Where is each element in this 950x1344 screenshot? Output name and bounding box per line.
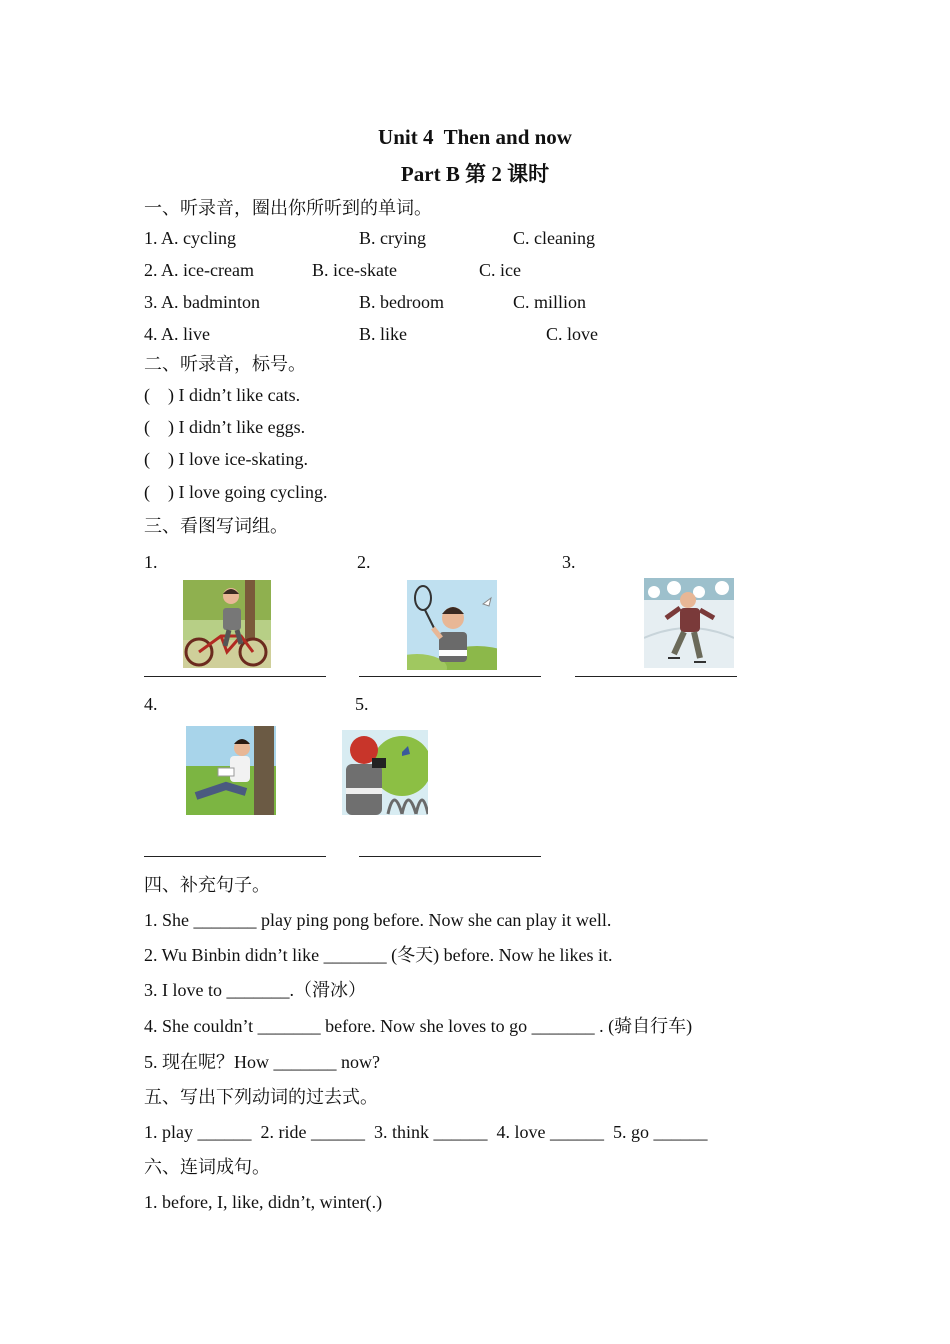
s3-number-1: 1. — [144, 552, 158, 572]
s1-q2-option-c: C. ice — [479, 260, 521, 280]
s4-item-1: 1. She _______ play ping pong before. Now she can play it well. — [144, 910, 612, 930]
ice-skating-picture — [644, 578, 734, 668]
badminton-picture — [407, 580, 497, 670]
s3-number-3: 3. — [562, 552, 576, 572]
s3-number-2: 2. — [357, 552, 371, 572]
reading-picture — [186, 726, 276, 815]
s4-item-4: 4. She couldn’t _______ before. Now she loves to go _______ . (骑自行车) — [144, 1016, 693, 1036]
s1-q3-option-b: B. bedroom — [359, 292, 444, 312]
s1-q1-option-c: C. cleaning — [513, 228, 595, 248]
s3-answer-blank-5[interactable] — [359, 856, 541, 857]
section4-heading: 四、补充句子。 — [144, 875, 270, 895]
section3-heading: 三、看图写词组。 — [144, 516, 288, 536]
section2-heading: 二、听录音，标号。 — [144, 354, 306, 374]
s1-q1-option-b: B. crying — [359, 228, 426, 248]
page-subtitle: Part B 第 2 课时 — [400, 162, 550, 186]
cycling-picture — [183, 580, 271, 668]
photo-picture — [342, 730, 428, 815]
page-title: Unit 4 Then and now — [378, 125, 572, 149]
s1-q2-option-b: B. ice-skate — [312, 260, 397, 280]
s3-answer-blank-3[interactable] — [575, 676, 737, 677]
s3-number-5: 5. — [355, 694, 369, 714]
s3-answer-blank-4[interactable] — [144, 856, 326, 857]
s5-past-tense-line: 1. play ______ 2. ride ______ 3. think ______ 4. love ______ 5. go ______ — [144, 1122, 708, 1142]
s1-q3-option-a: 3. A. badminton — [144, 292, 260, 312]
s4-item-3: 3. I love to _______.（滑冰） — [144, 980, 366, 1000]
s1-q4-option-a: 4. A. live — [144, 324, 210, 344]
s1-q4-option-c: C. love — [546, 324, 598, 344]
section1-heading: 一、听录音，圈出你所听到的单词。 — [144, 198, 432, 218]
section6-heading: 六、连词成句。 — [144, 1157, 270, 1177]
section5-heading: 五、写出下列动词的过去式。 — [144, 1087, 378, 1107]
s4-item-5: 5. 现在呢？How _______ now? — [144, 1052, 380, 1072]
s2-item-4: ( ) I love going cycling. — [144, 482, 328, 502]
s1-q1-option-a: 1. A. cycling — [144, 228, 236, 248]
s3-answer-blank-1[interactable] — [144, 676, 326, 677]
s1-q2-option-a: 2. A. ice-cream — [144, 260, 254, 280]
s2-item-2: ( ) I didn’t like eggs. — [144, 417, 306, 437]
s2-item-3: ( ) I love ice-skating. — [144, 449, 308, 469]
s4-item-2: 2. Wu Binbin didn’t like _______ (冬天) before. Now he likes it. — [144, 945, 613, 965]
s2-item-1: ( ) I didn’t like cats. — [144, 385, 301, 405]
s1-q3-option-c: C. million — [513, 292, 587, 312]
s3-answer-blank-2[interactable] — [359, 676, 541, 677]
s6-item-1: 1. before, I, like, didn’t, winter(.) — [144, 1192, 383, 1212]
s1-q4-option-b: B. like — [359, 324, 407, 344]
s3-number-4: 4. — [144, 694, 158, 714]
